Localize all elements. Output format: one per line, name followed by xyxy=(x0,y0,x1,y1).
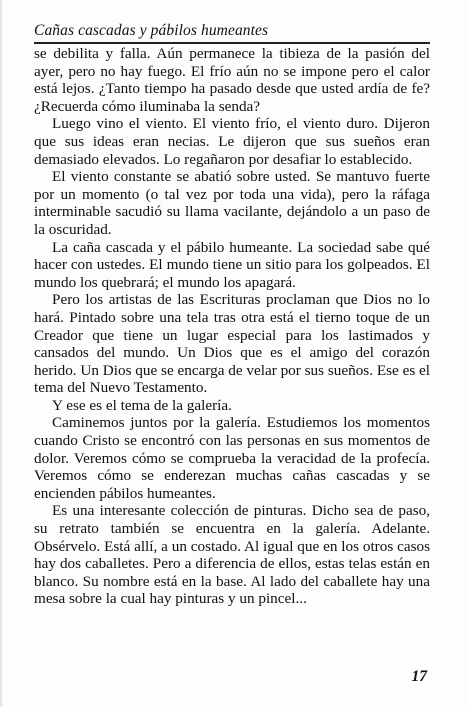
paragraph: Pero los artistas de las Escrituras proclaman que Dios no lo hará. Pintado sobre una tela tras otra está el tierno toque de un Creador que tiene un lugar especial para los lastimados y cansados del mundo. Un Dios que es el amigo del corazón herido. Un Dios que se encarga de velar por sus sueños. Ese es el tema del Nuevo Testamento. xyxy=(34,291,430,397)
paragraph: Caminemos juntos por la galería. Estudiemos los momentos cuando Cristo se encontró con las personas en sus momentos de dolor. Veremos cómo se comprueba la veracidad de la profecía. Veremos cómo se enderezan muchas cañas cascadas y se encienden pábilos humeantes. xyxy=(34,414,430,502)
paragraph-continued: se debilita y falla. Aún permanece la tibieza de la pasión del ayer, pero no hay fuego. El frío aún no se impone pero el calor está lejos. ¿Tanto tiempo ha pasado desde que usted ardía de fe? ¿Recuerda cómo iluminaba la senda? xyxy=(34,45,430,115)
paragraph: Y ese es el tema de la galería. xyxy=(52,396,232,414)
paragraph: Es una interesante colección de pinturas. Dicho sea de paso, su retrato también se encuentra en la galería. Adelante. Obsérvelo. Está allí, a un costado. Al igual que en los otros casos hay dos caballetes. Pero a diferencia de ellos, estas telas están en blanco. Su nombre está en la base. Al lado del caballete hay una mesa sobre la cual hay pinturas y un pincel... xyxy=(34,502,430,608)
body-text xyxy=(34,45,430,608)
paragraph: Luego vino el viento. El viento frío, el viento duro. Dijeron que sus ideas eran necias. Le dijeron que sus sueños eran demasiado elevados. Lo regañaron por desafiar lo establecido. xyxy=(34,115,430,168)
header-rule xyxy=(34,42,430,44)
page-edge-shadow xyxy=(0,0,2,707)
page-number: 17 xyxy=(411,668,427,685)
running-header-title: Cañas cascadas y pábilos humeantes xyxy=(34,22,269,39)
paragraph: El viento constante se abatió sobre usted. Se mantuvo fuerte por un momento (o tal vez por toda una vida), pero la ráfaga interminable sacudió su llama vacilante, dejándolo a un paso de la oscuridad. xyxy=(34,168,430,238)
paragraph: La caña cascada y el pábilo humeante. La sociedad sabe qué hacer con ustedes. El mundo tiene un sitio para los golpeados. El mundo los quebrará; el mundo los apagará. xyxy=(34,238,430,291)
